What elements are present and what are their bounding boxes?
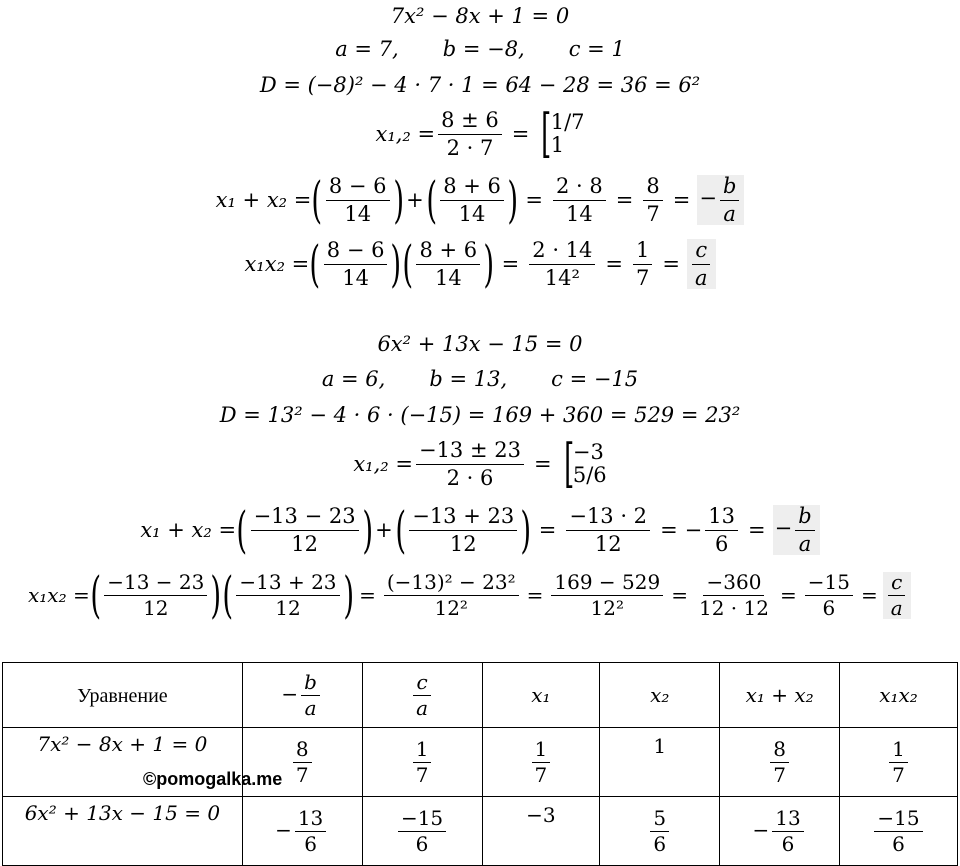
- p2-product-vieta: $\frac{c}{a}$: [883, 572, 911, 619]
- p2-sum-line: x₁ + x₂ = ( $\frac{-13 - 23}{12}$ ) + ( $\frac{-13 + 23}{12}$ ) = $\frac{-13 \cdot 2}{12}$ = − $\frac{13}{6}$ = − $\frac{b}{a}$: [0, 500, 960, 560]
- row1-c-over-a: $\frac{1}{7}$: [362, 728, 482, 797]
- row2-c-over-a: $\frac{-15}{6}$: [362, 797, 482, 866]
- row2-sum: − $\frac{13}{6}$: [720, 797, 840, 866]
- p1-coefficients: a = 7, b = −8, c = 1: [335, 37, 625, 61]
- header-sum: x₁ + x₂: [720, 663, 840, 728]
- row1-sum: $\frac{8}{7}$: [720, 728, 840, 797]
- p2-root-set: [ −3 5/6: [563, 434, 607, 494]
- row2-x2: $\frac{5}{6}$: [600, 797, 720, 866]
- p2-equation: 6x² + 13x − 15 = 0: [377, 332, 583, 356]
- row2-product: $\frac{-15}{6}$: [840, 797, 958, 866]
- vieta-summary-table: [2, 662, 958, 866]
- p1-roots-fraction: $\frac{8 \pm 6}{2 \cdot 7}$: [438, 109, 502, 158]
- row2-equation: 6x² + 13x − 15 = 0: [3, 797, 243, 866]
- row2-x1: −3: [482, 797, 600, 866]
- header-x1: x₁: [482, 663, 600, 728]
- row2-neg-b-over-a: − $\frac{13}{6}$: [242, 797, 362, 866]
- row1-x2: 1: [600, 728, 720, 797]
- p1-discriminant: D = (−8)² − 4 · 7 · 1 = 64 − 28 = 36 = 6²: [259, 73, 701, 97]
- header-c-over-a: $\frac{c}{a}$: [362, 663, 482, 728]
- p1-product-vieta: $\frac{c}{a}$: [687, 239, 716, 288]
- p2-roots-fraction: $\frac{-13 \pm 23}{2 \cdot 6}$: [416, 439, 524, 488]
- p2-product-line: x₁x₂ = ( $\frac{-13 - 23}{12}$ ) ( $\frac{-13 + 23}{12}$ ) = $\frac{\text{(−13)² − 23²}}{\text{12²}}$ = $\frac{169 - 529}{\text{12²}}$ = $\frac{-360}{12 \cdot 12}$ = $\frac{-15}{6}$ = $\frac{c}{a}$: [28, 564, 948, 626]
- table-header-row: [3, 663, 958, 728]
- row1-x1: $\frac{1}{7}$: [482, 728, 600, 797]
- header-equation: Уравнение: [3, 663, 243, 728]
- row1-equation: 7x² − 8x + 1 = 0: [3, 728, 243, 797]
- p2-discriminant: D = 13² − 4 · 6 · (−15) = 169 + 360 = 529 = 23²: [219, 403, 741, 427]
- row1-neg-b-over-a: $\frac{8}{7}$: [242, 728, 362, 797]
- p2-roots: x₁,₂ = $\frac{-13 \pm 23}{2 \cdot 6}$ = [ −3 5/6: [353, 434, 607, 494]
- p1-roots: x₁,₂ = $\frac{8 \pm 6}{2 \cdot 7}$ = [ 1/7 1: [375, 104, 585, 164]
- watermark: ©pomogalka.me: [143, 769, 283, 789]
- header-x2: x₂: [600, 663, 720, 728]
- row1-product: $\frac{1}{7}$: [840, 728, 958, 797]
- header-product: x₁x₂: [840, 663, 958, 728]
- p1-product-line: x₁x₂ = ( $\frac{8 - 6}{14}$ ) ( $\frac{8 + 6}{14}$ ) = $\frac{2 \cdot 14}{\text{14²}}$ = $\frac{1}{7}$ = $\frac{c}{a}$: [0, 234, 960, 294]
- p2-coefficients: a = 6, b = 13, c = −15: [321, 367, 639, 391]
- p1-sum-vieta: − $\frac{b}{a}$: [697, 175, 744, 224]
- p1-equation: 7x² − 8x + 1 = 0: [390, 4, 570, 28]
- p1-root-set: [ 1/7 1: [541, 104, 585, 164]
- p1-sum-line: x₁ + x₂ = ( $\frac{8 - 6}{14}$ ) + ( $\frac{8 + 6}{14}$ ) = $\frac{2 \cdot 8}{14}$ = $\frac{8}{7}$ = − $\frac{b}{a}$: [0, 170, 960, 230]
- p2-sum-vieta: − $\frac{b}{a}$: [773, 505, 820, 554]
- header-neg-b-over-a: − $\frac{b}{a}$: [242, 663, 362, 728]
- table-row: [3, 797, 958, 866]
